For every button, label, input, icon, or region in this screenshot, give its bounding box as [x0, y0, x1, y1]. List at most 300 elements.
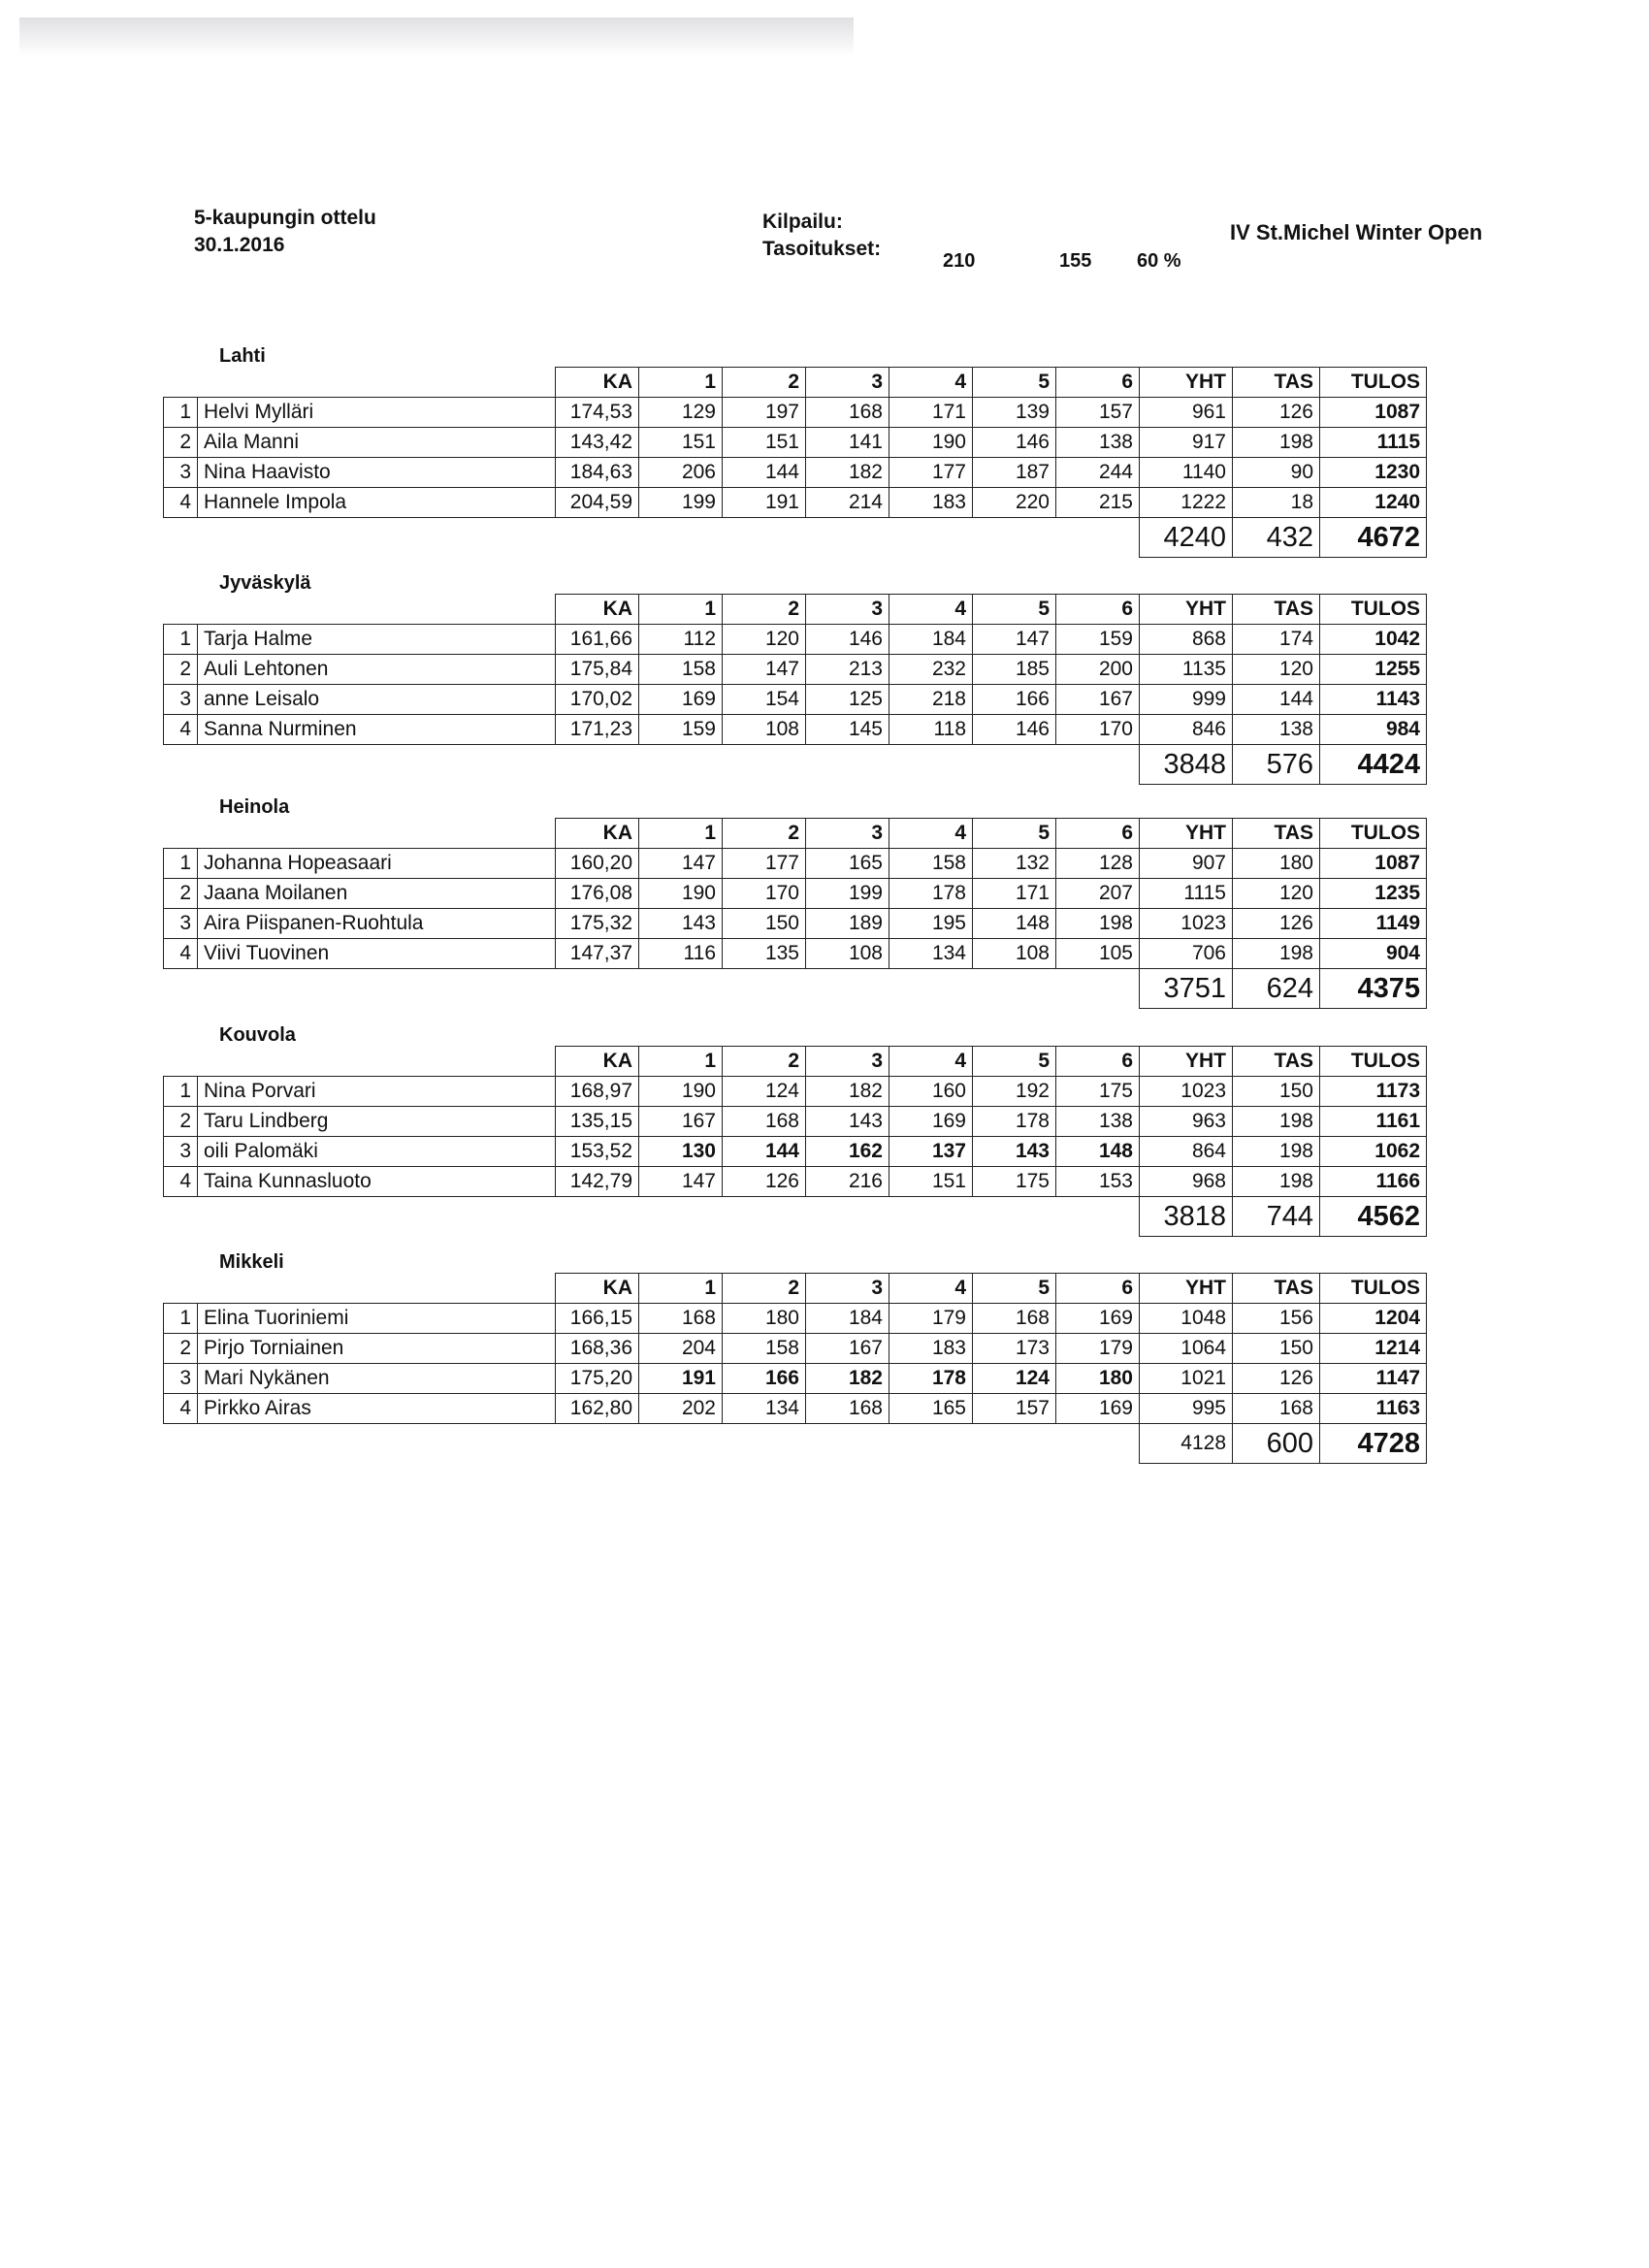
average-cell: 161,66 [556, 625, 639, 655]
game-score: 202 [639, 1394, 723, 1424]
total-pins: 1023 [1140, 1077, 1233, 1107]
game-score: 191 [639, 1364, 723, 1394]
column-header: 3 [806, 1047, 889, 1077]
column-header: 4 [889, 595, 973, 625]
team-block [163, 796, 1494, 1009]
blank-cell [973, 1197, 1056, 1237]
blank-cell [198, 368, 556, 398]
total-pins: 995 [1140, 1394, 1233, 1424]
column-header: 5 [973, 819, 1056, 849]
player-row [164, 1107, 1427, 1137]
team-total-handicap: 624 [1233, 969, 1320, 1009]
handicap-cell: 180 [1233, 849, 1320, 879]
game-score: 206 [639, 458, 723, 488]
result-cell: 1240 [1320, 488, 1427, 518]
column-header: KA [556, 368, 639, 398]
player-number: 4 [164, 1394, 198, 1424]
column-header: 2 [723, 819, 806, 849]
game-score: 169 [639, 685, 723, 715]
handicap-cell: 168 [1233, 1394, 1320, 1424]
handicap-cell: 198 [1233, 1137, 1320, 1167]
game-score: 146 [806, 625, 889, 655]
game-score: 148 [1056, 1137, 1140, 1167]
team-total-row [164, 969, 1427, 1009]
game-score: 168 [806, 398, 889, 428]
game-score: 190 [889, 428, 973, 458]
event-header [194, 205, 376, 259]
blank-cell [723, 518, 806, 558]
blank-cell [198, 1197, 556, 1237]
player-number: 1 [164, 398, 198, 428]
blank-cell [198, 1424, 556, 1464]
game-score: 160 [889, 1077, 973, 1107]
result-cell: 1230 [1320, 458, 1427, 488]
game-score: 137 [889, 1137, 973, 1167]
game-score: 167 [806, 1334, 889, 1364]
game-score: 147 [639, 1167, 723, 1197]
handicap-value-1: 210 [943, 250, 976, 272]
column-header: 4 [889, 819, 973, 849]
blank-cell [198, 518, 556, 558]
column-header: 6 [1056, 368, 1140, 398]
column-header: 2 [723, 595, 806, 625]
handicap-cell: 198 [1233, 1167, 1320, 1197]
player-name: Auli Lehtonen [198, 655, 556, 685]
column-header: 1 [639, 1047, 723, 1077]
total-pins: 917 [1140, 428, 1233, 458]
blank-cell [889, 518, 973, 558]
average-cell: 175,32 [556, 909, 639, 939]
average-cell: 168,36 [556, 1334, 639, 1364]
player-number: 1 [164, 849, 198, 879]
column-header: TULOS [1320, 1274, 1427, 1304]
game-score: 128 [1056, 849, 1140, 879]
game-score: 168 [639, 1304, 723, 1334]
player-number: 2 [164, 1107, 198, 1137]
blank-cell [1056, 518, 1140, 558]
game-score: 165 [806, 849, 889, 879]
handicap-cell: 150 [1233, 1077, 1320, 1107]
blank-cell [1056, 745, 1140, 785]
game-score: 175 [973, 1167, 1056, 1197]
game-score: 154 [723, 685, 806, 715]
game-score: 169 [889, 1107, 973, 1137]
handicap-cell: 126 [1233, 398, 1320, 428]
game-score: 199 [806, 879, 889, 909]
player-number: 2 [164, 655, 198, 685]
game-score: 158 [639, 655, 723, 685]
result-cell: 904 [1320, 939, 1427, 969]
column-header: 3 [806, 368, 889, 398]
game-score: 138 [1056, 1107, 1140, 1137]
blank-cell [164, 1197, 198, 1237]
player-name: Mari Nykänen [198, 1364, 556, 1394]
blank-cell [889, 969, 973, 1009]
event-date: 30.1.2016 [194, 234, 285, 256]
column-header: 5 [973, 368, 1056, 398]
average-cell: 143,42 [556, 428, 639, 458]
blank-cell [164, 1047, 198, 1077]
blank-cell [556, 969, 639, 1009]
game-score: 169 [1056, 1394, 1140, 1424]
average-cell: 176,08 [556, 879, 639, 909]
game-score: 171 [973, 879, 1056, 909]
game-score: 147 [723, 655, 806, 685]
blank-cell [806, 1197, 889, 1237]
handicap-cell: 18 [1233, 488, 1320, 518]
average-cell: 153,52 [556, 1137, 639, 1167]
blank-cell [556, 1424, 639, 1464]
total-pins: 1140 [1140, 458, 1233, 488]
blank-cell [889, 1197, 973, 1237]
game-score: 178 [973, 1107, 1056, 1137]
game-score: 108 [723, 715, 806, 745]
team-name: Kouvola [219, 1024, 296, 1046]
total-pins: 1222 [1140, 488, 1233, 518]
game-score: 182 [806, 1364, 889, 1394]
average-cell: 135,15 [556, 1107, 639, 1137]
handicap-cell: 144 [1233, 685, 1320, 715]
blank-cell [198, 595, 556, 625]
game-score: 134 [889, 939, 973, 969]
team-total-result: 4728 [1320, 1424, 1427, 1464]
handicap-cell: 126 [1233, 1364, 1320, 1394]
average-cell: 204,59 [556, 488, 639, 518]
handicap-value-2: 155 [1059, 250, 1092, 272]
game-score: 189 [806, 909, 889, 939]
average-cell: 166,15 [556, 1304, 639, 1334]
column-header: 6 [1056, 595, 1140, 625]
column-header: KA [556, 1274, 639, 1304]
result-cell: 1087 [1320, 849, 1427, 879]
column-header: 3 [806, 1274, 889, 1304]
column-header: 4 [889, 368, 973, 398]
average-cell: 162,80 [556, 1394, 639, 1424]
average-cell: 160,20 [556, 849, 639, 879]
game-score: 220 [973, 488, 1056, 518]
game-score: 195 [889, 909, 973, 939]
total-pins: 1021 [1140, 1364, 1233, 1394]
blank-cell [806, 969, 889, 1009]
player-name: Hannele Impola [198, 488, 556, 518]
game-score: 197 [723, 398, 806, 428]
player-row [164, 1364, 1427, 1394]
game-score: 191 [723, 488, 806, 518]
player-number: 3 [164, 1364, 198, 1394]
average-cell: 175,20 [556, 1364, 639, 1394]
game-score: 184 [806, 1304, 889, 1334]
column-header: KA [556, 1047, 639, 1077]
blank-cell [198, 819, 556, 849]
blank-cell [164, 1274, 198, 1304]
column-header: 6 [1056, 1274, 1140, 1304]
game-score: 108 [806, 939, 889, 969]
column-header: KA [556, 595, 639, 625]
average-cell: 170,02 [556, 685, 639, 715]
game-score: 135 [723, 939, 806, 969]
player-row [164, 1137, 1427, 1167]
game-score: 126 [723, 1167, 806, 1197]
total-pins: 1115 [1140, 879, 1233, 909]
game-score: 145 [806, 715, 889, 745]
game-score: 143 [639, 909, 723, 939]
game-score: 200 [1056, 655, 1140, 685]
game-score: 148 [973, 909, 1056, 939]
result-cell: 1149 [1320, 909, 1427, 939]
average-cell: 171,23 [556, 715, 639, 745]
player-number: 2 [164, 428, 198, 458]
team-total-row [164, 1424, 1427, 1464]
team-total-pins: 3818 [1140, 1197, 1233, 1237]
total-pins: 1064 [1140, 1334, 1233, 1364]
game-score: 157 [973, 1394, 1056, 1424]
handicap-cell: 150 [1233, 1334, 1320, 1364]
handicap-cell: 174 [1233, 625, 1320, 655]
team-total-handicap: 744 [1233, 1197, 1320, 1237]
player-row [164, 1334, 1427, 1364]
game-score: 170 [723, 879, 806, 909]
blank-cell [198, 745, 556, 785]
game-score: 158 [723, 1334, 806, 1364]
average-cell: 142,79 [556, 1167, 639, 1197]
game-score: 120 [723, 625, 806, 655]
game-score: 146 [973, 428, 1056, 458]
blank-cell [806, 518, 889, 558]
column-header: TAS [1233, 1274, 1320, 1304]
result-cell: 1087 [1320, 398, 1427, 428]
blank-cell [164, 518, 198, 558]
blank-cell [164, 745, 198, 785]
column-header: 1 [639, 1274, 723, 1304]
team-total-result: 4424 [1320, 745, 1427, 785]
game-score: 150 [723, 909, 806, 939]
team-total-handicap: 432 [1233, 518, 1320, 558]
total-pins: 961 [1140, 398, 1233, 428]
handicap-cell: 120 [1233, 879, 1320, 909]
team-total-pins: 4240 [1140, 518, 1233, 558]
game-score: 167 [1056, 685, 1140, 715]
player-row [164, 715, 1427, 745]
game-score: 158 [889, 849, 973, 879]
team-total-pins: 3751 [1140, 969, 1233, 1009]
total-pins: 1023 [1140, 909, 1233, 939]
event-title: 5-kaupungin ottelu [194, 207, 376, 229]
player-name: Aila Manni [198, 428, 556, 458]
game-score: 170 [1056, 715, 1140, 745]
team-name: Mikkeli [219, 1251, 284, 1273]
blank-cell [164, 969, 198, 1009]
column-header: 6 [1056, 1047, 1140, 1077]
game-score: 153 [1056, 1167, 1140, 1197]
blank-cell [639, 745, 723, 785]
game-score: 166 [723, 1364, 806, 1394]
game-score: 147 [639, 849, 723, 879]
column-header: YHT [1140, 1274, 1233, 1304]
game-score: 175 [1056, 1077, 1140, 1107]
column-header: TULOS [1320, 368, 1427, 398]
blank-cell [164, 595, 198, 625]
game-score: 129 [639, 398, 723, 428]
column-header: 1 [639, 595, 723, 625]
blank-cell [973, 1424, 1056, 1464]
player-row [164, 1304, 1427, 1334]
player-name: Viivi Tuovinen [198, 939, 556, 969]
game-score: 173 [973, 1334, 1056, 1364]
column-header: YHT [1140, 368, 1233, 398]
player-name: Pirkko Airas [198, 1394, 556, 1424]
average-cell: 175,84 [556, 655, 639, 685]
blank-cell [723, 969, 806, 1009]
game-score: 125 [806, 685, 889, 715]
column-header: 2 [723, 1047, 806, 1077]
player-number: 2 [164, 879, 198, 909]
player-name: Aira Piispanen-Ruohtula [198, 909, 556, 939]
player-number: 4 [164, 1167, 198, 1197]
column-header: 6 [1056, 819, 1140, 849]
column-header: TAS [1233, 595, 1320, 625]
column-header: 1 [639, 368, 723, 398]
column-header: 2 [723, 1274, 806, 1304]
handicap-label: Tasoitukset: [762, 238, 882, 260]
competition-name: IV St.Michel Winter Open [1230, 220, 1483, 244]
competition-label: Kilpailu: [762, 211, 843, 233]
handicap-cell: 90 [1233, 458, 1320, 488]
column-header: TULOS [1320, 819, 1427, 849]
header-row [164, 819, 1427, 849]
team-total-handicap: 576 [1233, 745, 1320, 785]
game-score: 177 [889, 458, 973, 488]
game-score: 178 [889, 1364, 973, 1394]
score-table [163, 1046, 1427, 1237]
player-row [164, 879, 1427, 909]
column-header: 3 [806, 595, 889, 625]
game-score: 159 [639, 715, 723, 745]
team-block [163, 345, 1494, 558]
player-number: 4 [164, 715, 198, 745]
player-row [164, 939, 1427, 969]
game-score: 183 [889, 488, 973, 518]
team-total-row [164, 1197, 1427, 1237]
game-score: 190 [639, 879, 723, 909]
game-score: 167 [639, 1107, 723, 1137]
column-header: YHT [1140, 819, 1233, 849]
game-score: 214 [806, 488, 889, 518]
column-header: 4 [889, 1047, 973, 1077]
player-row [164, 398, 1427, 428]
player-name: Sanna Nurminen [198, 715, 556, 745]
score-table [163, 818, 1427, 1009]
column-header: TAS [1233, 368, 1320, 398]
game-score: 244 [1056, 458, 1140, 488]
handicap-cell: 120 [1233, 655, 1320, 685]
total-pins: 999 [1140, 685, 1233, 715]
game-score: 166 [973, 685, 1056, 715]
game-score: 132 [973, 849, 1056, 879]
game-score: 159 [1056, 625, 1140, 655]
team-total-result: 4375 [1320, 969, 1427, 1009]
handicap-cell: 198 [1233, 428, 1320, 458]
game-score: 143 [973, 1137, 1056, 1167]
blank-cell [164, 819, 198, 849]
total-pins: 864 [1140, 1137, 1233, 1167]
average-cell: 174,53 [556, 398, 639, 428]
player-row [164, 1077, 1427, 1107]
player-name: Pirjo Torniainen [198, 1334, 556, 1364]
player-number: 1 [164, 625, 198, 655]
game-score: 157 [1056, 398, 1140, 428]
game-score: 177 [723, 849, 806, 879]
game-score: 124 [973, 1364, 1056, 1394]
game-score: 168 [806, 1394, 889, 1424]
total-pins: 706 [1140, 939, 1233, 969]
game-score: 116 [639, 939, 723, 969]
player-number: 2 [164, 1334, 198, 1364]
blank-cell [164, 1424, 198, 1464]
blank-cell [556, 1197, 639, 1237]
game-score: 180 [1056, 1364, 1140, 1394]
team-block [163, 1024, 1494, 1237]
handicap-value-3: 60 % [1137, 250, 1181, 272]
header-row [164, 368, 1427, 398]
column-header: TULOS [1320, 595, 1427, 625]
total-pins: 968 [1140, 1167, 1233, 1197]
game-score: 199 [639, 488, 723, 518]
game-score: 179 [1056, 1334, 1140, 1364]
player-name: Taina Kunnasluoto [198, 1167, 556, 1197]
game-score: 144 [723, 1137, 806, 1167]
scan-edge-shadow [19, 17, 854, 56]
handicap-cell: 126 [1233, 909, 1320, 939]
team-block [163, 1251, 1494, 1464]
team-total-result: 4672 [1320, 518, 1427, 558]
blank-cell [639, 969, 723, 1009]
game-score: 215 [1056, 488, 1140, 518]
column-header: TULOS [1320, 1047, 1427, 1077]
game-score: 232 [889, 655, 973, 685]
blank-cell [806, 745, 889, 785]
team-block [163, 572, 1494, 785]
player-row [164, 1394, 1427, 1424]
total-pins: 1135 [1140, 655, 1233, 685]
game-score: 183 [889, 1334, 973, 1364]
blank-cell [1056, 1424, 1140, 1464]
header-row [164, 1274, 1427, 1304]
game-score: 134 [723, 1394, 806, 1424]
game-score: 130 [639, 1137, 723, 1167]
game-score: 162 [806, 1137, 889, 1167]
player-row [164, 685, 1427, 715]
blank-cell [556, 518, 639, 558]
team-total-row [164, 745, 1427, 785]
blank-cell [889, 745, 973, 785]
blank-cell [198, 969, 556, 1009]
player-number: 3 [164, 458, 198, 488]
blank-cell [639, 1197, 723, 1237]
game-score: 105 [1056, 939, 1140, 969]
player-number: 4 [164, 488, 198, 518]
game-score: 185 [973, 655, 1056, 685]
team-name: Jyväskylä [219, 572, 311, 594]
result-cell: 1166 [1320, 1167, 1427, 1197]
column-header: 3 [806, 819, 889, 849]
game-score: 147 [973, 625, 1056, 655]
player-name: oili Palomäki [198, 1137, 556, 1167]
handicap-cell: 156 [1233, 1304, 1320, 1334]
result-cell: 1255 [1320, 655, 1427, 685]
game-score: 138 [1056, 428, 1140, 458]
player-row [164, 655, 1427, 685]
handicap-cell: 198 [1233, 939, 1320, 969]
